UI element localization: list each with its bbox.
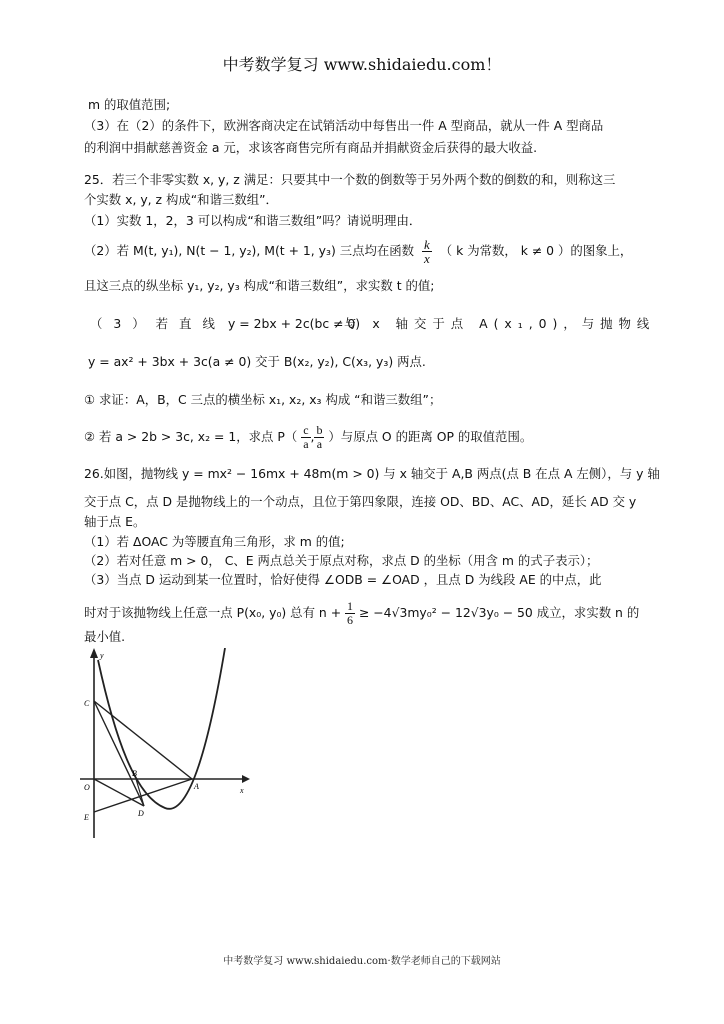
x-axis-arrow xyxy=(242,775,250,783)
q26-part3: （3）当点 D 运动到某一位置时，恰好使得 ∠ODB = ∠OAD ，且点 D 为线段 AE 的中点，此 xyxy=(84,572,602,587)
page-header: 中考数学复习 www.shidaiedu.com！ xyxy=(222,55,502,74)
label-B: B xyxy=(132,769,137,778)
q26-line3: 轴于点 E。 xyxy=(84,514,146,529)
label-O: O xyxy=(84,783,90,792)
fraction-denominator: a xyxy=(316,437,323,451)
comma: , xyxy=(310,429,315,444)
parabola-figure xyxy=(80,648,250,838)
q26-part1: （1）若 ΔOAC 为等腰直角三角形，求 m 的值; xyxy=(84,534,345,549)
q25-part2-line2: 且这三点的纵坐标 y₁, y₂, y₃ 构成“和谐三数组”，求实数 t 的值; xyxy=(84,278,435,293)
label-y: y xyxy=(100,651,104,660)
q25-line1: 25．若三个非零实数 x, y, z 满足：只要其中一个数的倒数等于另外两个数的倒数的和，则称这三 xyxy=(84,172,616,187)
fraction-one-sixth xyxy=(345,600,355,627)
q24-line1: m 的取值范围; xyxy=(88,97,171,112)
q25-part3-line-eq: y = 2bx + 2c(bc ≠ 0) xyxy=(228,316,361,331)
q25-part2 xyxy=(84,238,632,265)
fraction-denominator: x xyxy=(424,251,430,266)
q26-part3-line2 xyxy=(84,600,639,627)
q25-sub1: ① 求证：A，B，C 三点的横坐标 x₁, x₂, x₃ 构成 “和谐三数组”； xyxy=(84,392,442,407)
q26-part3-line3: 最小值. xyxy=(84,629,126,644)
q24-line3: 的利润中捐献慈善资金 a 元，求该客商售完所有商品并捐献资金后获得的最大收益. xyxy=(84,140,538,155)
q25-part3-line2: y = ax² + 3bx + 3c(a ≠ 0) 交于 B(x₂, y₂), C(x₃, y₃) 两点. xyxy=(88,354,426,369)
q25-part3-rest-text: 与 x 轴交于点 A(x₁,0)，与抛物线 xyxy=(344,316,656,331)
q25-part1: （1）实数 1，2，3 可以构成“和谐三数组”吗？请说明理由． xyxy=(84,213,422,228)
function-k-over-x xyxy=(422,238,432,265)
q26-line2: 交于点 C，点 D 是抛物线上的一个动点，且位于第四象限，连接 OD、BD、AC、AD，延长 AD 交 y xyxy=(84,494,637,509)
q25-sub2-text-a: ② 若 a > 2b > 3c, x₂ = 1，求点 P（ xyxy=(84,429,298,444)
segment-AE xyxy=(94,779,192,812)
page-footer: 中考数学复习 www.shidaiedu.com·数学老师自己的下载网站 xyxy=(223,956,501,967)
q25-part3-rest xyxy=(344,316,655,332)
parabola-curve xyxy=(98,648,225,809)
segment-AC xyxy=(94,701,192,779)
fraction-neg-b-over-a xyxy=(314,424,324,451)
label-C: C xyxy=(84,699,90,708)
fraction-c-over-a xyxy=(301,424,310,451)
fraction-numerator: b xyxy=(316,423,323,437)
q25-sub2 xyxy=(84,424,532,451)
fraction-numerator: k xyxy=(424,237,430,252)
fraction-denominator: a xyxy=(303,437,309,451)
segment-OD xyxy=(94,779,144,806)
label-D: D xyxy=(138,809,144,818)
segment-CD xyxy=(94,701,144,806)
q25-part3-a xyxy=(90,316,226,332)
fraction-numerator: 1 xyxy=(347,599,354,613)
fraction-numerator: c xyxy=(303,423,309,437)
q26-line1: 26.如图，抛物线 y = mx² − 16mx + 48m(m > 0) 与 x 轴交于 A,B 两点(点 B 在点 A 左侧），与 y 轴 xyxy=(84,466,660,481)
q25-part2-text-b: （ k 为常数， k ≠ 0 ）的图象上， xyxy=(439,243,633,258)
q25-part2-text-a: （2）若 M(t, y₁), N(t − 1, y₂), M(t + 1, y₃) 三点均在函数 xyxy=(84,243,415,258)
q26-part2: （2）若对任意 m > 0， C、E 两点总关于原点对称，求点 D 的坐标（用含 m 的式子表示）； xyxy=(84,553,599,568)
q25-part3-label: （3）若直线 xyxy=(90,316,226,331)
q25-sub2-text-end: ）与原点 O 的距离 OP 的取值范围。 xyxy=(328,429,533,444)
label-E: E xyxy=(84,813,89,822)
label-A: A xyxy=(194,782,199,791)
q26-part3-text-a: 时对于该抛物线上任意一点 P(x₀, y₀) 总有 n + xyxy=(84,605,342,620)
y-axis-arrow xyxy=(90,648,98,658)
label-x: x xyxy=(240,786,244,795)
q24-line2: （3）在（2）的条件下，欧洲客商决定在试销活动中每售出一件 A 型商品，就从一件 A 型商品 xyxy=(84,118,604,133)
q26-part3-text-b: ≥ −4√3my₀² − 12√3y₀ − 50 成立，求实数 n 的 xyxy=(358,605,640,620)
q25-line2: 个实数 x, y, z 构成“和谐三数组”． xyxy=(84,192,278,207)
fraction-denominator: 6 xyxy=(347,613,354,627)
